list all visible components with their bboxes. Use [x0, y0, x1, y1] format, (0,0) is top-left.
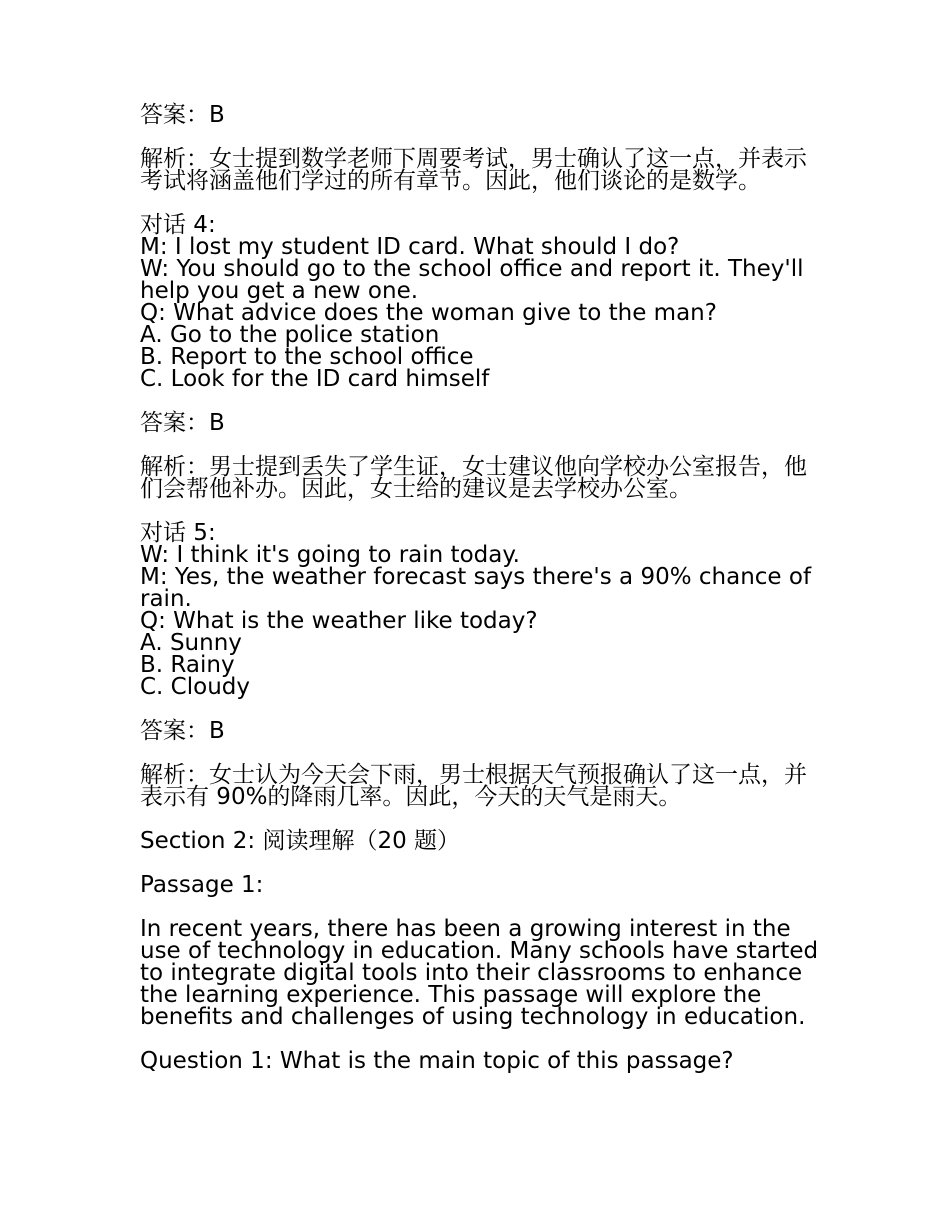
question-1: Question 1: What is the main topic of this passage?: [140, 1048, 734, 1074]
dialog-5-option-b: B. Rainy: [140, 652, 235, 678]
dialog-5: [140, 522, 820, 698]
dialog-5-line: M: Yes, the weather forecast says there's a 90% chance of rain.: [140, 564, 812, 612]
dialog-4-option-c: C. Look for the ID card himself: [140, 366, 490, 392]
dialog-5-question: Q: What is the weather like today?: [140, 608, 538, 634]
passage-text: In recent years, there has been a growing interest in the use of technology in education. Many schools have started to integrate digital tools into their classrooms to enhance the learning experience. This passage will explore the benefits and challenges of using technology in education.: [140, 916, 819, 1030]
dialog-4-label: 对话 4:: [140, 212, 216, 238]
dialog-4-option-b: B. Report to the school office: [140, 344, 474, 370]
dialog-5-label: 对话 5:: [140, 520, 216, 546]
dialog-4-question: Q: What advice does the woman give to the man?: [140, 300, 717, 326]
answer-dialog-3: 答案：B: [140, 102, 225, 128]
dialog-5-line: W: I think it's going to rain today.: [140, 542, 520, 568]
analysis-dialog-3: 解析：女士提到数学老师下周要考试，男士确认了这一点，并表示考试将涵盖他们学过的所有章节。因此，他们谈论的是数学。: [140, 146, 807, 194]
analysis-dialog-4: 解析：男士提到丢失了学生证，女士建议他向学校办公室报告，他们会帮他补办。因此，女士给的建议是去学校办公室。: [140, 454, 807, 502]
answer-dialog-5: 答案：B: [140, 718, 225, 744]
passage-label: Passage 1:: [140, 872, 264, 898]
section-heading: Section 2: 阅读理解（20 题）: [140, 828, 461, 854]
dialog-5-option-a: A. Sunny: [140, 630, 242, 656]
dialog-5-option-c: C. Cloudy: [140, 674, 250, 700]
dialog-4-option-a: A. Go to the police station: [140, 322, 440, 348]
dialog-4-line: M: I lost my student ID card. What should I do?: [140, 234, 680, 260]
dialog-4-line: W: You should go to the school office and report it. They'll help you get a new one.: [140, 256, 804, 304]
analysis-dialog-5: 解析：女士认为今天会下雨，男士根据天气预报确认了这一点，并表示有 90%的降雨几率。因此，今天的天气是雨天。: [140, 762, 807, 810]
dialog-4: [140, 214, 820, 390]
answer-dialog-4: 答案：B: [140, 410, 225, 436]
document-page: [140, 104, 820, 1072]
